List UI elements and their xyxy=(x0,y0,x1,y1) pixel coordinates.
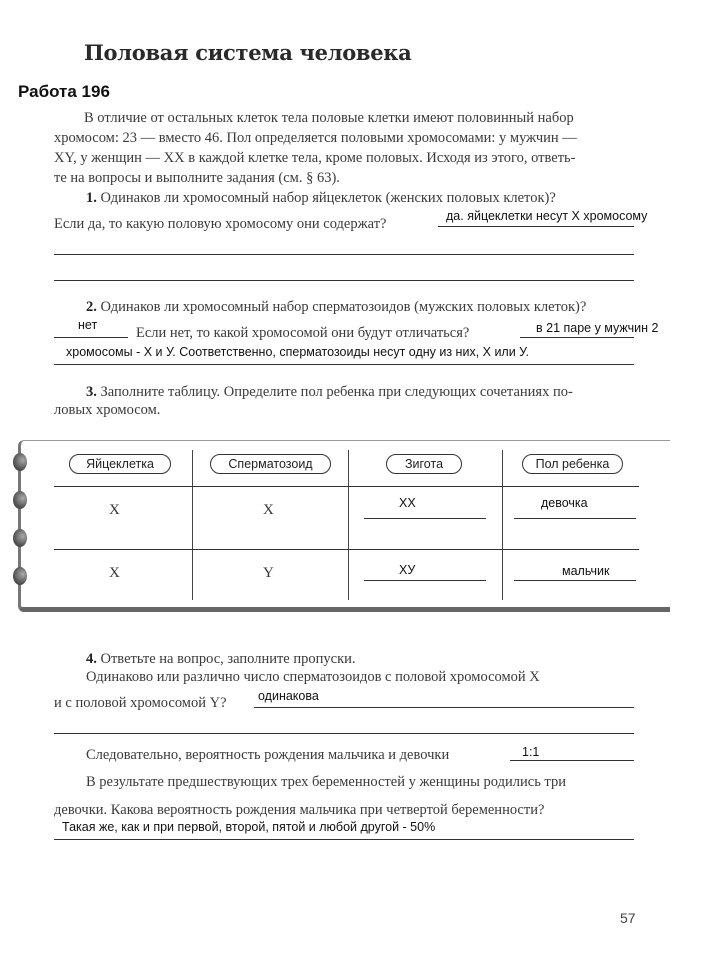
q4-number: 4. xyxy=(86,651,97,667)
intro-line-3: XY, у женщин — XX в каждой клетке тела, кроме половых. Исходя из этого, ответь- xyxy=(54,150,576,166)
intro-line-1: В отличие от остальных клеток тела половые клетки имеют половинный набор xyxy=(84,110,574,126)
q4-title xyxy=(86,649,356,669)
q3-line-1 xyxy=(86,382,573,402)
row1-zygote-line xyxy=(364,518,486,519)
q1-number: 1. xyxy=(86,190,97,206)
q2-answer-short[interactable]: нет xyxy=(78,318,98,332)
q2-answer-b[interactable]: хромосомы - Х и У. Соответственно, сперматозоиды несут одну из них, Х или У. xyxy=(66,345,529,359)
row2-egg: X xyxy=(109,565,120,581)
header-child-sex: Пол ребенка xyxy=(522,454,623,474)
q4-line-4: В результате предшествующих трех беременностей у женщины родились три xyxy=(86,774,566,790)
header-zygote: Зигота xyxy=(386,454,462,474)
q4-title-text: Ответьте на вопрос, заполните пропуски. xyxy=(100,651,356,667)
q1-blank-line-1 xyxy=(54,254,634,255)
row2-zygote-line xyxy=(364,580,486,581)
chapter-title: Половая система человека xyxy=(84,40,412,65)
row1-egg: X xyxy=(109,502,120,518)
q3-line-2: ловых хромосом. xyxy=(54,402,161,418)
q4-blank-line xyxy=(54,733,634,734)
q1-answer-line xyxy=(438,226,634,227)
q3-number: 3. xyxy=(86,384,97,400)
row2-child-line xyxy=(514,580,636,581)
q2-line-1 xyxy=(86,297,586,317)
q2-line-2: Если нет, то какой хромосомой они будут отличаться? xyxy=(136,325,470,341)
q4-answer-line-3 xyxy=(54,839,634,840)
q4-answer-line-1 xyxy=(254,707,634,708)
q4-answer-2[interactable]: 1:1 xyxy=(522,745,540,759)
header-egg: Яйцеклетка xyxy=(69,454,171,474)
q1-line-2: Если да, то какую половую хромосому они содержат? xyxy=(54,216,387,232)
q2-text: Одинаков ли хромосомный набор сперматозоидов (мужских половых клеток)? xyxy=(100,299,587,315)
row1-child-line xyxy=(514,518,636,519)
q2-short-line xyxy=(54,337,128,338)
binding-curl-icon xyxy=(13,529,27,547)
table-row-rule xyxy=(54,549,639,550)
q4-answer-3[interactable]: Такая же, как и при первой, второй, пятой и любой другой - 50% xyxy=(62,820,436,834)
q2-answer-a[interactable]: в 21 паре у мужчин 2 xyxy=(536,321,659,335)
q1-blank-line-2 xyxy=(54,280,634,281)
q3-text: Заполните таблицу. Определите пол ребенка при следующих сочетаниях по- xyxy=(100,384,573,400)
intro-line-4: те на вопросы и выполните задания (см. § 63). xyxy=(54,170,340,186)
page-number: 57 xyxy=(620,910,636,926)
q4-answer-line-2 xyxy=(510,760,634,761)
q4-line-3: Следовательно, вероятность рождения мальчика и девочки xyxy=(86,747,450,763)
q2-answer-line-b xyxy=(54,364,634,365)
q1-text: Одинаков ли хромосомный набор яйцеклеток (женских половых клеток)? xyxy=(100,190,556,206)
work-title: Работа 196 xyxy=(18,82,110,101)
row1-zygote[interactable]: ХХ xyxy=(399,496,416,510)
table-header-rule xyxy=(54,486,639,487)
row1-sperm: X xyxy=(263,502,274,518)
q4-line-1: Одинаково или различно число сперматозоидов с половой хромосомой X xyxy=(86,669,540,685)
row2-child-sex[interactable]: мальчик xyxy=(562,564,610,578)
table-divider xyxy=(502,450,503,600)
q4-line-2: и с половой хромосомой Y? xyxy=(54,695,227,711)
binding-curl-icon xyxy=(13,491,27,509)
table-divider xyxy=(348,450,349,600)
row2-zygote[interactable]: ХУ xyxy=(399,563,416,577)
q2-answer-line-a xyxy=(520,337,634,338)
header-sperm: Сперматозоид xyxy=(210,454,331,474)
q4-answer-1[interactable]: одинакова xyxy=(258,689,319,703)
q1-answer[interactable]: да. яйцеклетки несут Х хромосому xyxy=(446,209,648,223)
row1-child-sex[interactable]: девочка xyxy=(541,496,588,510)
q4-line-5: девочки. Какова вероятность рождения мальчика при четвертой беременности? xyxy=(54,802,545,818)
intro-line-2: хромосом: 23 — вместо 46. Пол определяется половыми хромосомами: у мужчин — xyxy=(54,130,577,146)
q2-number: 2. xyxy=(86,299,97,315)
binding-curl-icon xyxy=(13,453,27,471)
binding-curl-icon xyxy=(13,567,27,585)
row2-sperm: Y xyxy=(263,565,274,581)
table-divider xyxy=(192,450,193,600)
q1-line-1 xyxy=(86,188,556,208)
